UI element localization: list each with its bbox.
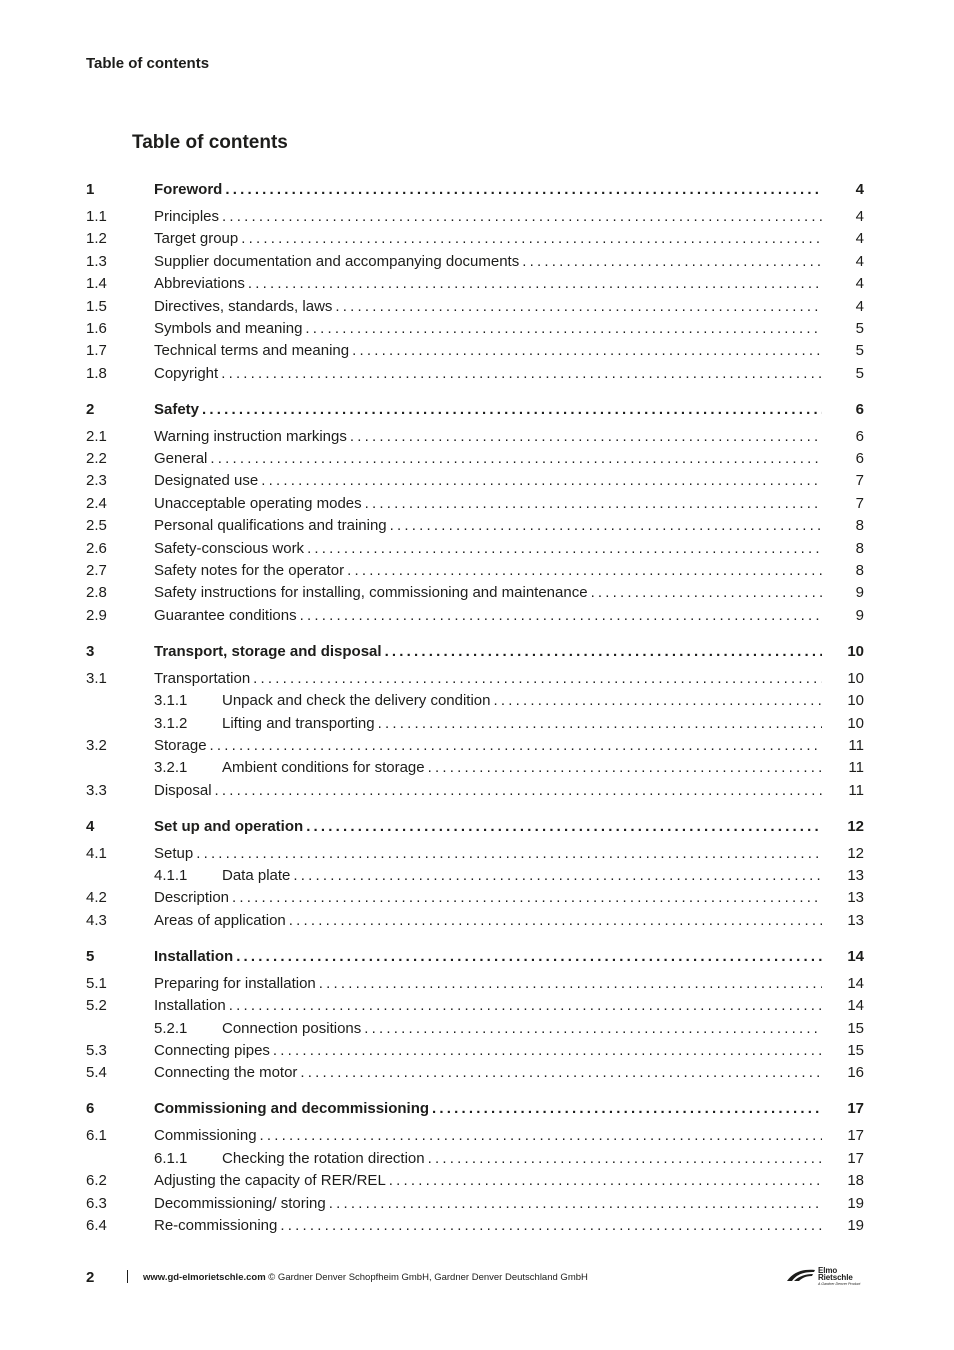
toc-entry-number: 3.2 (86, 736, 107, 754)
toc-entry-number: 1.7 (86, 342, 107, 360)
toc-dot-leader (352, 340, 822, 362)
toc-entry-page: 18 (847, 1172, 864, 1190)
toc-entry-title: Safety instructions for installing, commissioning and maintenance (154, 584, 588, 602)
toc-entry-number: 6.3 (86, 1194, 107, 1212)
toc-dot-leader (260, 1125, 822, 1147)
toc-entry-title: Commissioning and decommissioning (154, 1100, 430, 1118)
toc-entry-row[interactable] (86, 296, 864, 318)
toc-entry-title: Principles (154, 207, 220, 225)
toc-dot-leader (293, 865, 822, 887)
logo-tagline: A Gardner Denver Product (818, 1282, 861, 1286)
toc-entry-number: 2.9 (86, 606, 107, 624)
toc-dot-leader (428, 1148, 822, 1170)
toc-entry-title: General (154, 450, 208, 468)
toc-entry-page: 8 (855, 562, 864, 580)
toc-entry-number: 3.2.1 (154, 759, 188, 777)
toc-entry-page: 6 (855, 450, 864, 468)
toc-entry-number: 5.2.1 (154, 1019, 188, 1037)
toc-dot-leader (300, 605, 822, 627)
toc-entry-row[interactable] (86, 668, 864, 690)
logo-line-1: Elmo (818, 1266, 838, 1275)
toc-entry-title: Commissioning (154, 1127, 257, 1145)
toc-entry-row[interactable] (86, 1125, 864, 1147)
toc-entry-title: Set up and operation (154, 817, 304, 835)
toc-entry-number: 4.1 (86, 844, 107, 862)
toc-entry-title: Ambient conditions for storage (222, 759, 425, 777)
toc-entry-page: 12 (847, 817, 864, 835)
toc-entry-number: 1.5 (86, 297, 107, 315)
toc-entry-number: 4.1.1 (154, 867, 188, 885)
toc-entry-row[interactable] (86, 251, 864, 273)
toc-dot-leader (236, 946, 822, 968)
toc-entry-number: 3.3 (86, 781, 107, 799)
toc-entry-number: 6.4 (86, 1216, 107, 1234)
toc-entry-number: 3.1 (86, 669, 107, 687)
toc-entry-number: 3.1.2 (154, 714, 188, 732)
toc-dot-leader (215, 780, 822, 802)
toc-entry-page: 15 (847, 1019, 864, 1037)
toc-entry-number: 1.6 (86, 319, 107, 337)
toc-dot-leader (428, 757, 822, 779)
toc-entry-number: 5.3 (86, 1042, 107, 1060)
toc-entry-page: 10 (847, 692, 864, 710)
toc-entry-row[interactable] (86, 318, 864, 340)
toc-entry-page: 5 (855, 342, 864, 360)
toc-entry-page: 14 (847, 974, 864, 992)
toc-entry-title: Preparing for installation (154, 974, 316, 992)
toc-entry-page: 8 (855, 539, 864, 557)
toc-entry-row[interactable] (86, 735, 864, 757)
toc-entry-page: 6 (855, 427, 864, 445)
toc-entry-title: Warning instruction markings (154, 427, 347, 445)
toc-entry-row[interactable] (86, 273, 864, 295)
toc-entry-title: Safety notes for the operator (154, 562, 345, 580)
toc-dot-leader (229, 995, 822, 1017)
logo-swoosh-icon (786, 1268, 816, 1282)
toc-entry-number: 5.2 (86, 997, 107, 1015)
toc-entry-number: 2.2 (86, 450, 107, 468)
toc-entry-row[interactable] (86, 995, 864, 1017)
toc-entry-page: 11 (848, 781, 864, 799)
table-of-contents (86, 179, 864, 1237)
toc-entry-title: Connecting pipes (154, 1042, 270, 1060)
toc-entry-title: Installation (154, 997, 226, 1015)
toc-entry-row[interactable] (86, 426, 864, 448)
toc-entry-title: Target group (154, 230, 239, 248)
toc-entry-title: Adjusting the capacity of RER/REL (154, 1172, 386, 1190)
toc-entry-title: Transport, storage and disposal (154, 642, 382, 660)
toc-entry-title: Supplier documentation and accompanying documents (154, 252, 520, 270)
toc-entry-page: 13 (847, 867, 864, 885)
toc-entry-page: 5 (855, 319, 864, 337)
footer-separator (127, 1270, 128, 1283)
toc-entry-number: 3.1.1 (154, 692, 188, 710)
toc-entry-row[interactable] (86, 780, 864, 802)
toc-dot-leader (347, 560, 822, 582)
toc-dot-leader (494, 690, 823, 712)
toc-entry-number: 1.1 (86, 207, 107, 225)
toc-entry-title: Safety-conscious work (154, 539, 305, 557)
toc-dot-leader (591, 582, 822, 604)
toc-entry-number: 2.3 (86, 472, 107, 490)
toc-entry-number: 1.8 (86, 364, 107, 382)
toc-entry-title: Re-commissioning (154, 1216, 278, 1234)
toc-dot-leader (305, 318, 822, 340)
toc-entry-row[interactable] (86, 865, 864, 887)
footer-text (143, 1272, 588, 1283)
toc-dot-leader (522, 251, 822, 273)
toc-dot-leader (432, 1098, 822, 1120)
toc-entry-number: 2 (86, 400, 95, 418)
toc-entry-row[interactable] (86, 1193, 864, 1215)
toc-chapter-row[interactable] (86, 399, 864, 421)
toc-dot-leader (365, 493, 822, 515)
toc-entry-page: 7 (855, 472, 864, 490)
toc-entry-title: Description (154, 889, 230, 907)
toc-entry-page: 12 (847, 844, 864, 862)
toc-dot-leader (273, 1040, 822, 1062)
toc-entry-page: 13 (847, 911, 864, 929)
toc-dot-leader (210, 448, 822, 470)
toc-dot-leader (378, 713, 822, 735)
toc-entry-page: 17 (847, 1149, 864, 1167)
toc-entry-row[interactable] (86, 1148, 864, 1170)
toc-dot-leader (261, 470, 822, 492)
toc-entry-title: Setup (154, 844, 194, 862)
toc-entry-page: 16 (847, 1064, 864, 1082)
toc-dot-leader (329, 1193, 822, 1215)
toc-entry-title: Areas of application (154, 911, 286, 929)
toc-entry-title: Copyright (154, 364, 219, 382)
footer-copyright: © Gardner Denver Schopfheim GmbH, Gardner Denver Deutschland GmbH (268, 1272, 588, 1283)
toc-entry-row[interactable] (86, 340, 864, 362)
toc-entry-title: Connecting the motor (154, 1064, 298, 1082)
toc-entry-page: 15 (847, 1042, 864, 1060)
toc-entry-row[interactable] (86, 493, 864, 515)
toc-entry-number: 4.3 (86, 911, 107, 929)
toc-entry-page: 4 (855, 181, 864, 198)
toc-dot-leader (202, 399, 822, 421)
toc-entry-row[interactable] (86, 1018, 864, 1040)
toc-entry-number: 6.1 (86, 1127, 107, 1145)
toc-entry-row[interactable] (86, 582, 864, 604)
toc-entry-title: Technical terms and meaning (154, 342, 350, 360)
toc-dot-leader (280, 1215, 822, 1237)
toc-dot-leader (232, 887, 822, 909)
toc-entry-title: Foreword (154, 181, 223, 198)
toc-dot-leader (222, 206, 822, 228)
toc-entry-page: 11 (848, 759, 864, 777)
toc-entry-page: 4 (855, 230, 864, 248)
toc-entry-page: 19 (847, 1216, 864, 1234)
toc-entry-title: Disposal (154, 781, 212, 799)
toc-entry-row[interactable] (86, 560, 864, 582)
toc-entry-number: 2.6 (86, 539, 107, 557)
toc-entry-number: 1 (86, 181, 95, 198)
toc-entry-page: 4 (855, 252, 864, 270)
toc-entry-page: 10 (847, 714, 864, 732)
toc-entry-page: 19 (847, 1194, 864, 1212)
toc-dot-leader (307, 538, 822, 560)
toc-entry-number: 1.3 (86, 252, 107, 270)
toc-dot-leader (389, 1170, 822, 1192)
toc-entry-row[interactable] (86, 887, 864, 909)
toc-dot-leader (289, 910, 822, 932)
toc-entry-title: Storage (154, 736, 207, 754)
toc-entry-number: 5.4 (86, 1064, 107, 1082)
toc-entry-number: 2.7 (86, 562, 107, 580)
toc-dot-leader (241, 228, 822, 250)
toc-entry-page: 8 (855, 517, 864, 535)
toc-dot-leader (385, 641, 822, 663)
toc-entry-page: 7 (855, 494, 864, 512)
toc-dot-leader (248, 273, 822, 295)
page-header-title: Table of contents (86, 55, 210, 72)
toc-entry-number: 5 (86, 947, 95, 965)
toc-entry-page: 4 (855, 207, 864, 225)
toc-entry-page: 14 (847, 947, 864, 965)
toc-entry-title: Lifting and transporting (222, 714, 375, 732)
toc-dot-leader (364, 1018, 822, 1040)
toc-entry-number: 2.8 (86, 584, 107, 602)
elmo-rietschle-logo (786, 1266, 864, 1290)
toc-entry-page: 4 (855, 297, 864, 315)
toc-entry-title: Checking the rotation direction (222, 1149, 425, 1167)
toc-entry-number: 5.1 (86, 974, 107, 992)
toc-entry-row[interactable] (86, 538, 864, 560)
logo-line-2: Rietschle (818, 1273, 853, 1282)
toc-heading: Table of contents (132, 132, 288, 153)
toc-entry-row[interactable] (86, 1040, 864, 1062)
toc-entry-page: 11 (848, 736, 864, 754)
toc-entry-title: Connection positions (222, 1019, 362, 1037)
toc-dot-leader (221, 363, 822, 385)
toc-entry-title: Transportation (154, 669, 251, 687)
toc-dot-leader (210, 735, 822, 757)
toc-entry-row[interactable] (86, 910, 864, 932)
toc-dot-leader (390, 515, 822, 537)
toc-dot-leader (253, 668, 822, 690)
toc-entry-row[interactable] (86, 470, 864, 492)
toc-entry-page: 17 (847, 1100, 864, 1118)
toc-entry-title: Decommissioning/ storing (154, 1194, 326, 1212)
toc-chapter-row[interactable] (86, 946, 864, 968)
toc-entry-row[interactable] (86, 363, 864, 385)
toc-chapter-row[interactable] (86, 816, 864, 838)
toc-entry-number: 2.5 (86, 517, 107, 535)
toc-entry-page: 13 (847, 889, 864, 907)
toc-entry-row[interactable] (86, 515, 864, 537)
toc-entry-row[interactable] (86, 1170, 864, 1192)
toc-entry-page: 9 (855, 584, 864, 602)
toc-entry-title: Abbreviations (154, 275, 245, 293)
toc-entry-row[interactable] (86, 605, 864, 627)
toc-dot-leader (306, 816, 822, 838)
toc-entry-row[interactable] (86, 973, 864, 995)
toc-dot-leader (350, 426, 822, 448)
toc-entry-row[interactable] (86, 690, 864, 712)
toc-entry-title: Unpack and check the delivery condition (222, 692, 491, 710)
toc-dot-leader (196, 843, 822, 865)
toc-entry-title: Guarantee conditions (154, 606, 297, 624)
toc-entry-row[interactable] (86, 448, 864, 470)
toc-entry-number: 1.2 (86, 230, 107, 248)
toc-entry-row[interactable] (86, 1215, 864, 1237)
toc-entry-number: 6.2 (86, 1172, 107, 1190)
toc-dot-leader (335, 296, 822, 318)
toc-entry-title: Data plate (222, 867, 291, 885)
toc-entry-row[interactable] (86, 843, 864, 865)
toc-entry-title: Personal qualifications and training (154, 517, 387, 535)
toc-entry-number: 2.4 (86, 494, 107, 512)
toc-entry-row[interactable] (86, 757, 864, 779)
toc-entry-page: 14 (847, 997, 864, 1015)
toc-entry-number: 3 (86, 642, 95, 660)
footer-url-link[interactable]: www.gd-elmorietschle.com (143, 1272, 266, 1283)
toc-entry-title: Safety (154, 400, 200, 418)
toc-entry-number: 6.1.1 (154, 1149, 188, 1167)
toc-chapter-row[interactable] (86, 641, 864, 663)
toc-entry-page: 4 (855, 275, 864, 293)
toc-entry-title: Installation (154, 947, 234, 965)
toc-entry-page: 17 (847, 1127, 864, 1145)
toc-chapter-row[interactable] (86, 179, 864, 201)
toc-entry-title: Designated use (154, 472, 259, 490)
toc-dot-leader (300, 1062, 822, 1084)
toc-entry-page: 6 (855, 400, 864, 418)
page-footer (86, 1268, 864, 1290)
toc-dot-leader (319, 973, 822, 995)
toc-entry-title: Directives, standards, laws (154, 297, 333, 315)
toc-entry-number: 2.1 (86, 427, 107, 445)
toc-entry-number: 6 (86, 1100, 95, 1118)
toc-dot-leader (225, 179, 822, 201)
toc-entry-page: 10 (847, 669, 864, 687)
toc-entry-title: Unacceptable operating modes (154, 494, 362, 512)
footer-page-number: 2 (86, 1269, 95, 1286)
toc-entry-row[interactable] (86, 228, 864, 250)
toc-entry-page: 10 (847, 642, 864, 660)
toc-entry-number: 1.4 (86, 275, 107, 293)
toc-entry-title: Symbols and meaning (154, 319, 303, 337)
toc-entry-page: 9 (855, 606, 864, 624)
toc-entry-row[interactable] (86, 713, 864, 735)
toc-entry-page: 5 (855, 364, 864, 382)
toc-entry-row[interactable] (86, 1062, 864, 1084)
toc-entry-number: 4.2 (86, 889, 107, 907)
toc-chapter-row[interactable] (86, 1098, 864, 1120)
toc-entry-row[interactable] (86, 206, 864, 228)
toc-entry-number: 4 (86, 817, 95, 835)
